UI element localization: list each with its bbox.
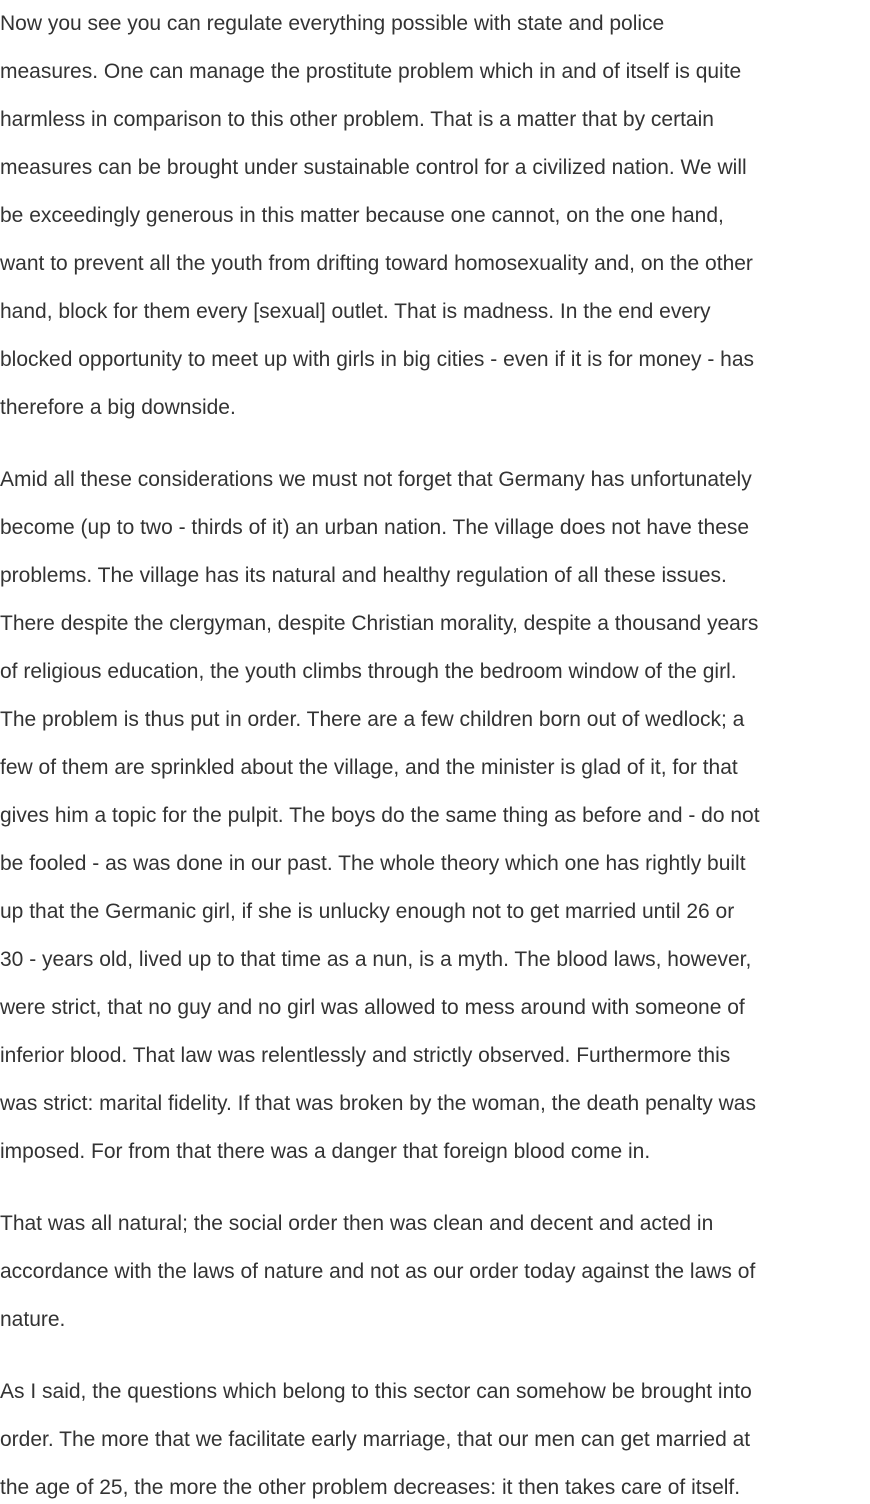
text-line: problems. The village has its natural and healthy regulation of all these issues. <box>0 564 727 587</box>
text-line: the age of 25, the more the other problem decreases: it then takes care of itself. <box>0 1476 741 1499</box>
text-line: inferior blood. That law was relentlessly and strictly observed. Furthermore this <box>0 1044 731 1067</box>
paragraph-1 <box>0 0 870 432</box>
paragraph-4 <box>0 1368 870 1504</box>
text-line: up that the Germanic girl, if she is unlucky enough not to get married until 26 or <box>0 900 735 923</box>
text-line: gives him a topic for the pulpit. The boys do the same thing as before and - do not <box>0 804 760 827</box>
text-line: was strict: marital fidelity. If that was broken by the woman, the death penalty was <box>0 1092 756 1115</box>
text-line: order. The more that we facilitate early marriage, that our men can get married at <box>0 1428 751 1451</box>
text-line: Amid all these considerations we must not forget that Germany has unfortunately <box>0 468 752 491</box>
text-line: be exceedingly generous in this matter because one cannot, on the one hand, <box>0 204 724 227</box>
paragraph-2 <box>0 456 870 1176</box>
text-line: accordance with the laws of nature and not as our order today against the laws of <box>0 1260 756 1283</box>
text-line: imposed. For from that there was a danger that foreign blood come in. <box>0 1140 651 1163</box>
text-line: Now you see you can regulate everything possible with state and police <box>0 12 665 35</box>
text-line: measures can be brought under sustainable control for a civilized nation. We will <box>0 156 747 179</box>
text-line: As I said, the questions which belong to this sector can somehow be brought into <box>0 1380 752 1403</box>
text-line: There despite the clergyman, despite Christian morality, despite a thousand years <box>0 612 759 635</box>
text-line: harmless in comparison to this other problem. That is a matter that by certain <box>0 108 714 131</box>
text-line: The problem is thus put in order. There are a few children born out of wedlock; a <box>0 708 745 731</box>
text-line: 30 - years old, lived up to that time as a nun, is a myth. The blood laws, however, <box>0 948 752 971</box>
text-line: nature. <box>0 1308 66 1331</box>
text-line: therefore a big downside. <box>0 396 236 419</box>
text-line: of religious education, the youth climbs through the bedroom window of the girl. <box>0 660 737 683</box>
text-line: That was all natural; the social order then was clean and decent and acted in <box>0 1212 714 1235</box>
text-line: were strict, that no guy and no girl was allowed to mess around with someone of <box>0 996 745 1019</box>
text-line: become (up to two - thirds of it) an urban nation. The village does not have these <box>0 516 750 539</box>
paragraph-3 <box>0 1200 870 1344</box>
text-line: be fooled - as was done in our past. The whole theory which one has rightly built <box>0 852 746 875</box>
text-line: blocked opportunity to meet up with girls in big cities - even if it is for money - has <box>0 348 755 371</box>
text-line: hand, block for them every [sexual] outlet. That is madness. In the end every <box>0 300 711 323</box>
text-line: few of them are sprinkled about the village, and the minister is glad of it, for that <box>0 756 738 779</box>
text-line: want to prevent all the youth from drifting toward homosexuality and, on the other <box>0 252 753 275</box>
text-line: measures. One can manage the prostitute problem which in and of itself is quite <box>0 60 742 83</box>
